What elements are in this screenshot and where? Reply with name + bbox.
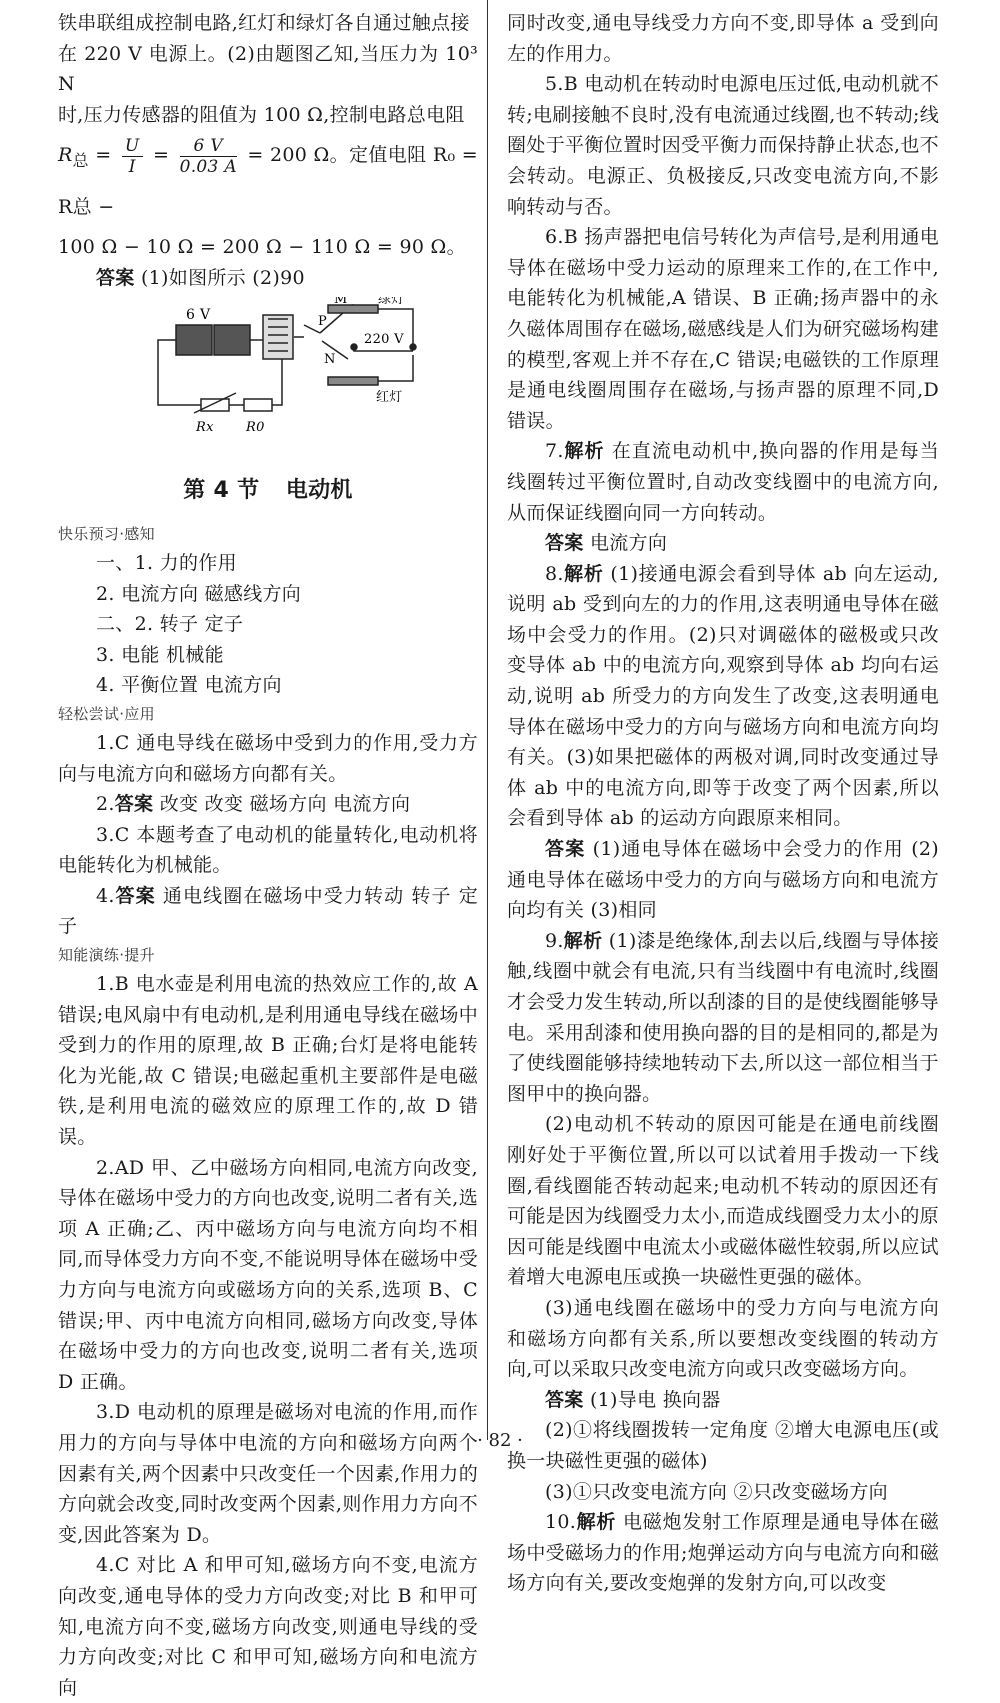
intro-line-2: 在 220 V 电源上。(2)由题图乙知,当压力为 10³ N [58, 42, 478, 96]
subsection-try: 轻松尝试·应用 [58, 704, 155, 723]
try-item-4: 4.答案 通电线圈在磁场中受力转动 转子 定子 [58, 884, 479, 938]
label-n: N [324, 352, 336, 368]
try-item-3: 3.C 本题考查了电动机的能量转化,电动机将电能转化为机械能。 [58, 823, 478, 877]
label-6v: 6 V [186, 307, 211, 324]
pre-item-5: 4. 平衡位置 电流方向 [96, 674, 282, 697]
label-220v: 220 V [364, 332, 404, 348]
try-item-1: 1.C 通电导线在磁场中受到力的作用,受力方向与电流方向和磁场方向都有关。 [58, 731, 478, 785]
formula-r: R [58, 144, 73, 167]
exercise-4: 4.C 对比 A 和甲可知,磁场方向不变,电流方向改变,通电导体的受力方向改变;对比 B 和甲可知,电流方向不变,磁场方向改变,则通电导线的受力方向改变;对比 C 和甲可知,磁场方向和电流方向 [58, 1554, 478, 1699]
question-9-answer-3: (3)①只改变电流方向 ②只改变磁场方向 [545, 1480, 888, 1503]
question-9-part-2: (2)电动机不转动的原因可能是在通电前线圈刚好处于平衡位置,所以可以试着用手拨动一下线圈,看线圈能否转动起来;电动机不转动的原因还有可能是因为线圈受力太小,而造成线圈受力太小的原因可能是线圈中电流太小或磁体磁性较弱,所以应试着增大电源电压或换一块磁性更强的磁体。 [507, 1113, 939, 1289]
resistance-formula: $R_总$ = $\frac{U}{I}$ = $\frac{6 V}{0.03 A}$ = 200 Ω。定值电阻 R₀ = R总 − [58, 135, 478, 219]
question-5: 5.B 电动机在转动时电源电压过低,电动机就不转;电刷接触不良时,没有电流通过线圈,也不转动;线圈处于平衡位置时因受平衡力而保持静止状态,也不会转动。电源正、负极接反,只改变电流方向,不影响转动与否。 [507, 73, 939, 218]
fraction-values: $\frac{6 V}{0.03 A}$ [179, 135, 237, 177]
question-9-part-3: (3)通电线圈在磁场中的受力方向与电流方向和磁场方向都有关系,所以要想改变线圈的转动方向,可以采取只改变电流方向或只改变磁场方向。 [507, 1296, 939, 1381]
question-8-answer: 答案 (1)通电导体在磁场中会受力的作用 (2)通电导体在磁场中受力的方向与磁场方向和电流方向均有关 (3)相同 [507, 838, 940, 922]
question-6: 6.B 扬声器把电信号转化为声信号,是利用通电导体在磁场中受力运动的原理来工作的,在工作中,电能转化为机械能,A 错误、B 正确;扬声器中的永久磁体周围存在磁场,磁感线是人们为研究磁场构建的模型,客观上并不存在,C 错误;电磁铁的工作原理是通电线圈周围存在磁场,与扬声器的原理不同,D 错误。 [507, 226, 939, 432]
label-p: P [318, 314, 328, 330]
intro-line-3: 时,压力传感器的阻值为 100 Ω,控制电路总电阻 [58, 103, 465, 126]
formula-line-2: 100 Ω − 10 Ω = 200 Ω − 110 Ω = 90 Ω。 [58, 236, 466, 259]
continued-text: 同时改变,通电导线受力方向不变,即导体 a 受到向左的作用力。 [507, 12, 939, 65]
question-7-answer: 答案 电流方向 [545, 532, 668, 555]
circuit-diagram [58, 297, 478, 447]
question-10: 10.解析 电磁炮发射工作原理是通电导体在磁场中受磁场力的作用;炮弹运动方向与电流方向和磁场方向有关,要改变炮弹的发射方向,可以改变 [507, 1511, 939, 1595]
exercise-1: 1.B 电水壶是利用电流的热效应工作的,故 A 错误;电风扇中有电动机,是利用通电导线在磁场中受到力的作用的原理,故 B 正确;台灯是将电能转化为光能,故 C 错误;电磁起重机主要部件是电磁铁,是利用电流的磁效应的原理工作的,故 D 错误。 [58, 973, 478, 1149]
question-8: 8.解析 (1)接通电源会看到导体 ab 向左运动,说明 ab 受到向左的力的作用,这表明通电导体在磁场中会受力的作用。(2)只对调磁体的磁极或只改变导体 ab 中的电流方向,观察到导体 ab 均向右运动,说明 ab 所受力的方向发生了改变,这表明通电导体在磁场中受力的方向与磁场方向和电流方向均有关。(3)如果把磁体的两极对调,同时改变通过导体 ab 中的电流方向,即等于改变了两个因素,所以会看到导体 ab 的运动方向跟原来相同。 [507, 562, 939, 830]
label-rx: Rx [196, 420, 214, 436]
question-9-answer-2: (2)①将线圈拨转一定角度 ②增大电源电压(或换一块磁性更强的磁体) [507, 1419, 939, 1472]
subsection-exercise: 知能演练·提升 [58, 946, 155, 965]
label-m: M [334, 297, 348, 308]
question-7: 7.解析 在直流电动机中,换向器的作用是每当线圈转过平衡位置时,自动改变线圈中的电流方向,从而保证线圈向同一方向转动。 [507, 440, 940, 524]
intro-line-1: 铁串联组成控制电路,红灯和绿灯各自通过触点接 [58, 12, 470, 34]
exercise-3: 3.D 电动机的原理是磁场对电流的作用,而作用力的方向与导体中电流的方向和磁场方向两个因素有关,两个因素中只改变任一个因素,作用力的方向就会改变,同时改变两个因素,则作用力方向不变,因此答案为 D。 [58, 1401, 478, 1546]
pre-item-3: 二、2. 转子 定子 [96, 613, 244, 636]
formula-result: = 200 Ω。定值电阻 R₀ = R总 − [58, 144, 478, 219]
answer-line: 答案 (1)如图所示 (2)90 [96, 266, 305, 289]
try-item-2: 2.答案 改变 改变 磁场方向 电流方向 [96, 793, 411, 816]
section-name: 电动机 [285, 477, 353, 503]
subsection-preview: 快乐预习·感知 [58, 524, 155, 543]
pre-item-1: 一、1. 力的作用 [96, 551, 237, 574]
label-red-lamp: 红灯 [376, 390, 403, 406]
section-number: 第 4 节 [183, 477, 260, 503]
question-9-answer: 答案 (1)导电 换向器 [545, 1388, 721, 1411]
question-9: 9.解析 (1)漆是绝缘体,刮去以后,线圈与导体接触,线圈中就会有电流,只有当线圈中有电流时,线圈才会受力发生转动,所以刮漆的目的是使线圈能够导电。采用刮漆和使用换向器的目的是相同的,都是为了使线圈能够持续地转动下去,所以这一部位相当于图甲中的换向器。 [507, 929, 939, 1105]
label-r0: R0 [246, 420, 265, 436]
pre-item-2: 2. 电流方向 磁感线方向 [96, 582, 302, 605]
section-title [58, 471, 478, 511]
column-divider [487, 0, 488, 1440]
label-green-lamp: 绿灯 [378, 297, 405, 308]
fraction-u-i: $\frac{U}{I}$ [122, 136, 143, 177]
page-number: · 82 · [477, 1430, 523, 1451]
exercise-2: 2.AD 甲、乙中磁场方向相同,电流方向改变,导体在磁场中受力的方向也改变,说明二者有关,选项 A 正确;乙、丙中磁场方向与电流方向均不相同,而导体受力方向不变,不能说明导体在磁场中受力方向与电流方向或磁场方向的关系,选项 B、C 错误;甲、丙中电流方向相同,磁场方向改变,导体在磁场中受力的方向也改变,说明二者有关,选项 D 正确。 [58, 1156, 478, 1393]
formula-r-sub: 总 [72, 151, 89, 171]
right-column [507, 0, 939, 1599]
pre-item-4: 3. 电能 机械能 [96, 643, 224, 666]
